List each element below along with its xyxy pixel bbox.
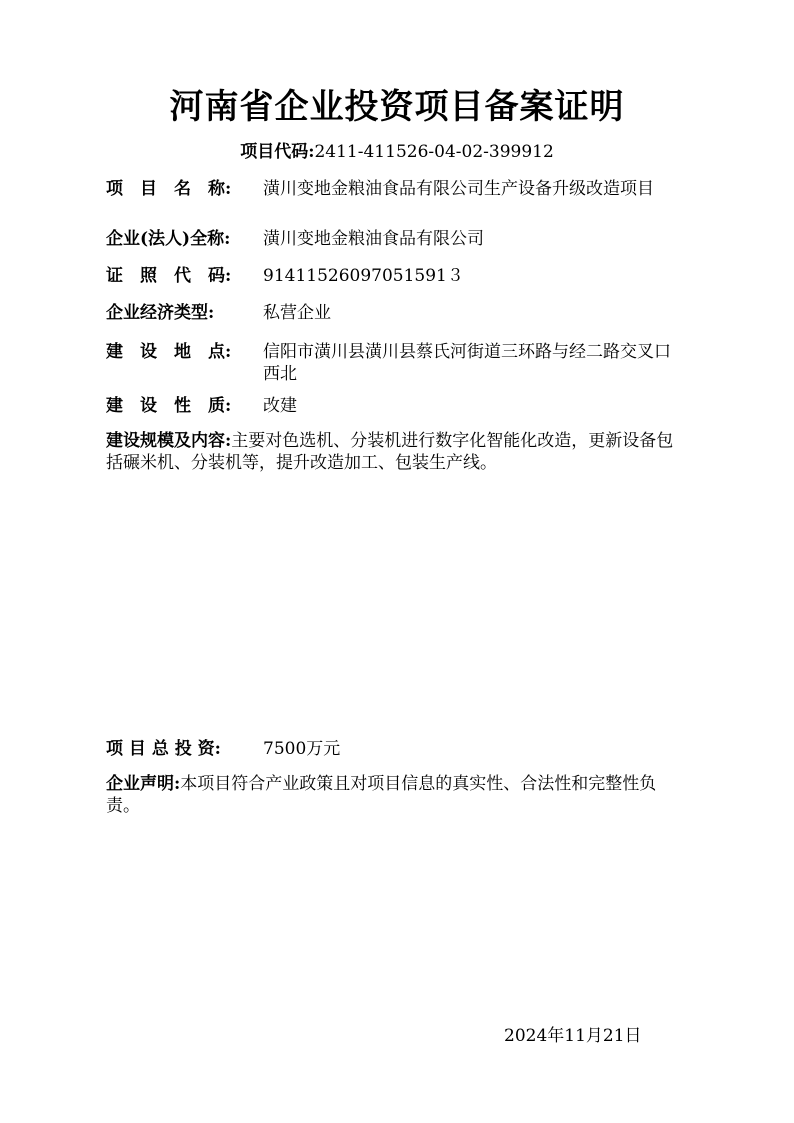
document-title: 河南省企业投资项目备案证明 xyxy=(169,87,625,127)
project-code-line xyxy=(0,140,794,164)
certificate-code-label: 证 照 代 码: xyxy=(106,266,232,286)
investment-label: 项 目 总 投 资: xyxy=(106,739,221,759)
certificate-code-row xyxy=(106,265,706,287)
project-name-value: 潢川变地金粮油食品有限公司生产设备升级改造项目 xyxy=(263,179,654,199)
economic-type-value: 私营企业 xyxy=(263,303,331,323)
project-code-label: 项目代码: xyxy=(240,142,315,162)
enterprise-name-label: 企业(法人)全称: xyxy=(106,229,231,249)
nature-label: 建 设 性 质: xyxy=(106,396,232,416)
economic-type-label: 企业经济类型: xyxy=(106,303,215,323)
location-row xyxy=(106,341,686,385)
enterprise-name-value: 潢川变地金粮油食品有限公司 xyxy=(263,229,484,249)
declaration xyxy=(106,773,686,817)
nature-value: 改建 xyxy=(263,396,297,416)
scale-value: 主要对色选机、分装机进行数字化智能化改造，更新设备包括碾米机、分装机等，提升改造加工、包装生产线。 xyxy=(106,431,674,473)
investment-row xyxy=(106,738,706,760)
project-code-value: 2411-411526-04-02-399912 xyxy=(314,142,554,162)
declaration-value: 本项目符合产业政策且对项目信息的真实性、合法性和完整性负责。 xyxy=(106,774,657,816)
enterprise-name-row xyxy=(106,228,706,250)
scale-content xyxy=(106,430,686,474)
location-value: 信阳市潢川县潢川县蔡氏河街道三环路与经二路交叉口西北 xyxy=(263,342,671,384)
project-name-row xyxy=(106,178,706,200)
investment-value: 7500万元 xyxy=(263,739,341,759)
declaration-label: 企业声明: xyxy=(106,774,181,794)
nature-row xyxy=(106,395,706,417)
certificate-code-value: 91411526097051591３ xyxy=(263,266,464,286)
location-label: 建 设 地 点: xyxy=(106,342,232,362)
issue-date: 2024年11月21日 xyxy=(504,1026,642,1046)
scale-label: 建设规模及内容: xyxy=(106,431,232,451)
economic-type-row xyxy=(106,302,706,324)
project-name-label: 项 目 名 称: xyxy=(106,179,232,199)
